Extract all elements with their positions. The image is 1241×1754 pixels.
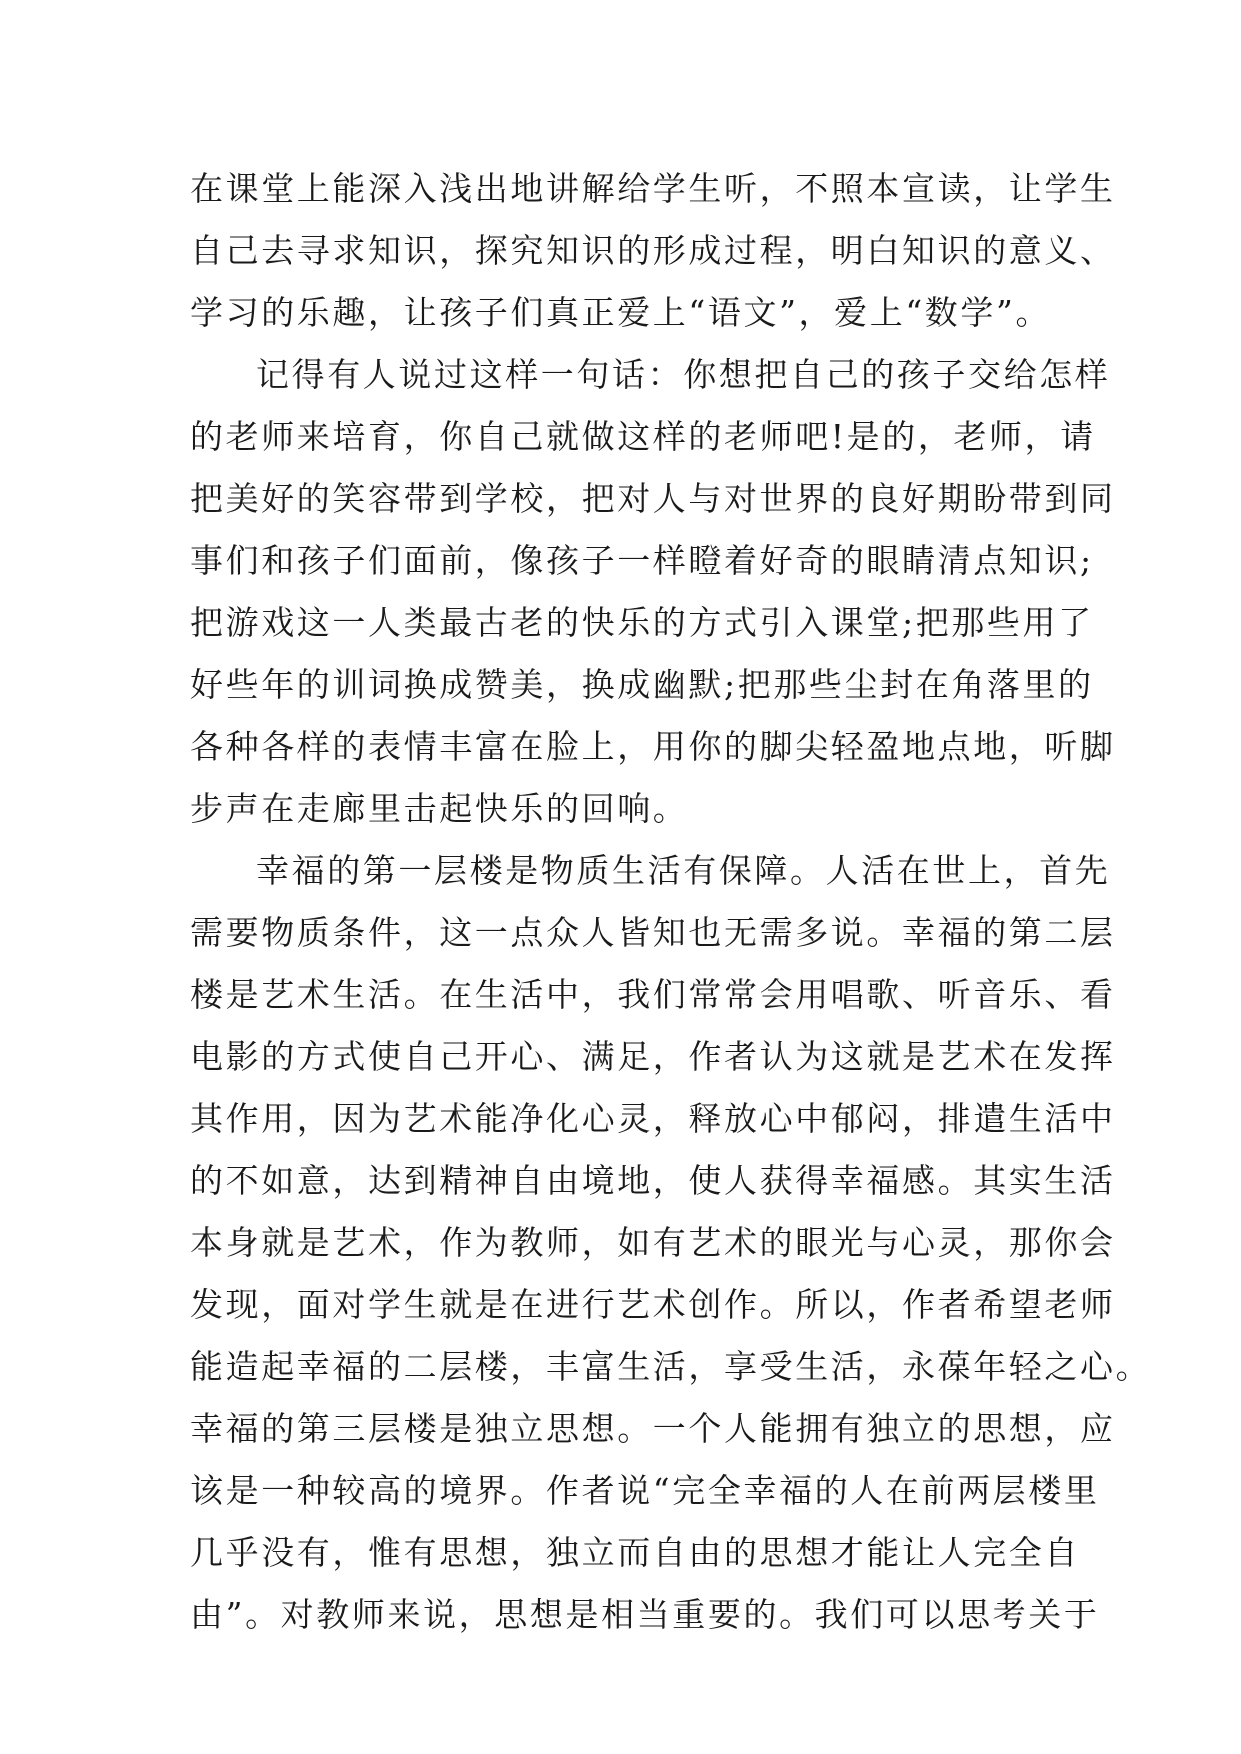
text-line: 事们和孩子们面前，像孩子一样瞪着好奇的眼睛清点知识;	[190, 541, 1094, 580]
text-line: 自己去寻求知识，探究知识的形成过程，明白知识的意义、	[190, 231, 1116, 270]
text-line: 电影的方式使自己开心、满足，作者认为这就是艺术在发挥	[190, 1037, 1116, 1076]
text-line: 把美好的笑容带到学校，把对人与对世界的良好期盼带到同	[190, 479, 1116, 518]
text-line: 能造起幸福的二层楼，丰富生活，享受生活，永葆年轻之心。	[190, 1347, 1152, 1386]
text-line: 其作用，因为艺术能净化心灵，释放心中郁闷，排遣生活中	[190, 1099, 1116, 1138]
text-line: 好些年的训词换成赞美，换成幽默;把那些尘封在角落里的	[190, 665, 1094, 704]
text-line: 发现，面对学生就是在进行艺术创作。所以，作者希望老师	[190, 1285, 1116, 1324]
text-line: 的不如意，达到精神自由境地，使人获得幸福感。其实生活	[190, 1161, 1116, 1200]
text-line: 几乎没有，惟有思想，独立而自由的思想才能让人完全自	[190, 1533, 1080, 1572]
text-line: 在课堂上能深入浅出地讲解给学生听，不照本宣读，让学生	[190, 169, 1116, 208]
text-line: 的老师来培育，你自己就做这样的老师吧!是的，老师，请	[190, 417, 1096, 456]
text-line: 把游戏这一人类最古老的快乐的方式引入课堂;把那些用了	[190, 603, 1094, 642]
body-text	[190, 158, 1190, 1646]
text-line: 本身就是艺术，作为教师，如有艺术的眼光与心灵，那你会	[190, 1223, 1116, 1262]
text-line: 幸福的第一层楼是物质生活有保障。人活在世上，首先	[256, 851, 1111, 890]
text-line: 由”。对教师来说，思想是相当重要的。我们可以思考关于	[190, 1595, 1100, 1634]
text-line: 学习的乐趣，让孩子们真正爱上“语文”，爱上“数学”。	[190, 293, 1052, 332]
text-line: 各种各样的表情丰富在脸上，用你的脚尖轻盈地点地，听脚	[190, 727, 1116, 766]
text-line: 楼是艺术生活。在生活中，我们常常会用唱歌、听音乐、看	[190, 975, 1116, 1014]
text-line: 该是一种较高的境界。作者说“完全幸福的人在前两层楼里	[190, 1471, 1100, 1510]
text-line: 步声在走廊里击起快乐的回响。	[190, 789, 689, 828]
text-line: 需要物质条件，这一点众人皆知也无需多说。幸福的第二层	[190, 913, 1116, 952]
text-line: 幸福的第三层楼是独立思想。一个人能拥有独立的思想，应	[190, 1409, 1116, 1448]
text-line: 记得有人说过这样一句话：你想把自己的孩子交给怎样	[256, 355, 1111, 394]
